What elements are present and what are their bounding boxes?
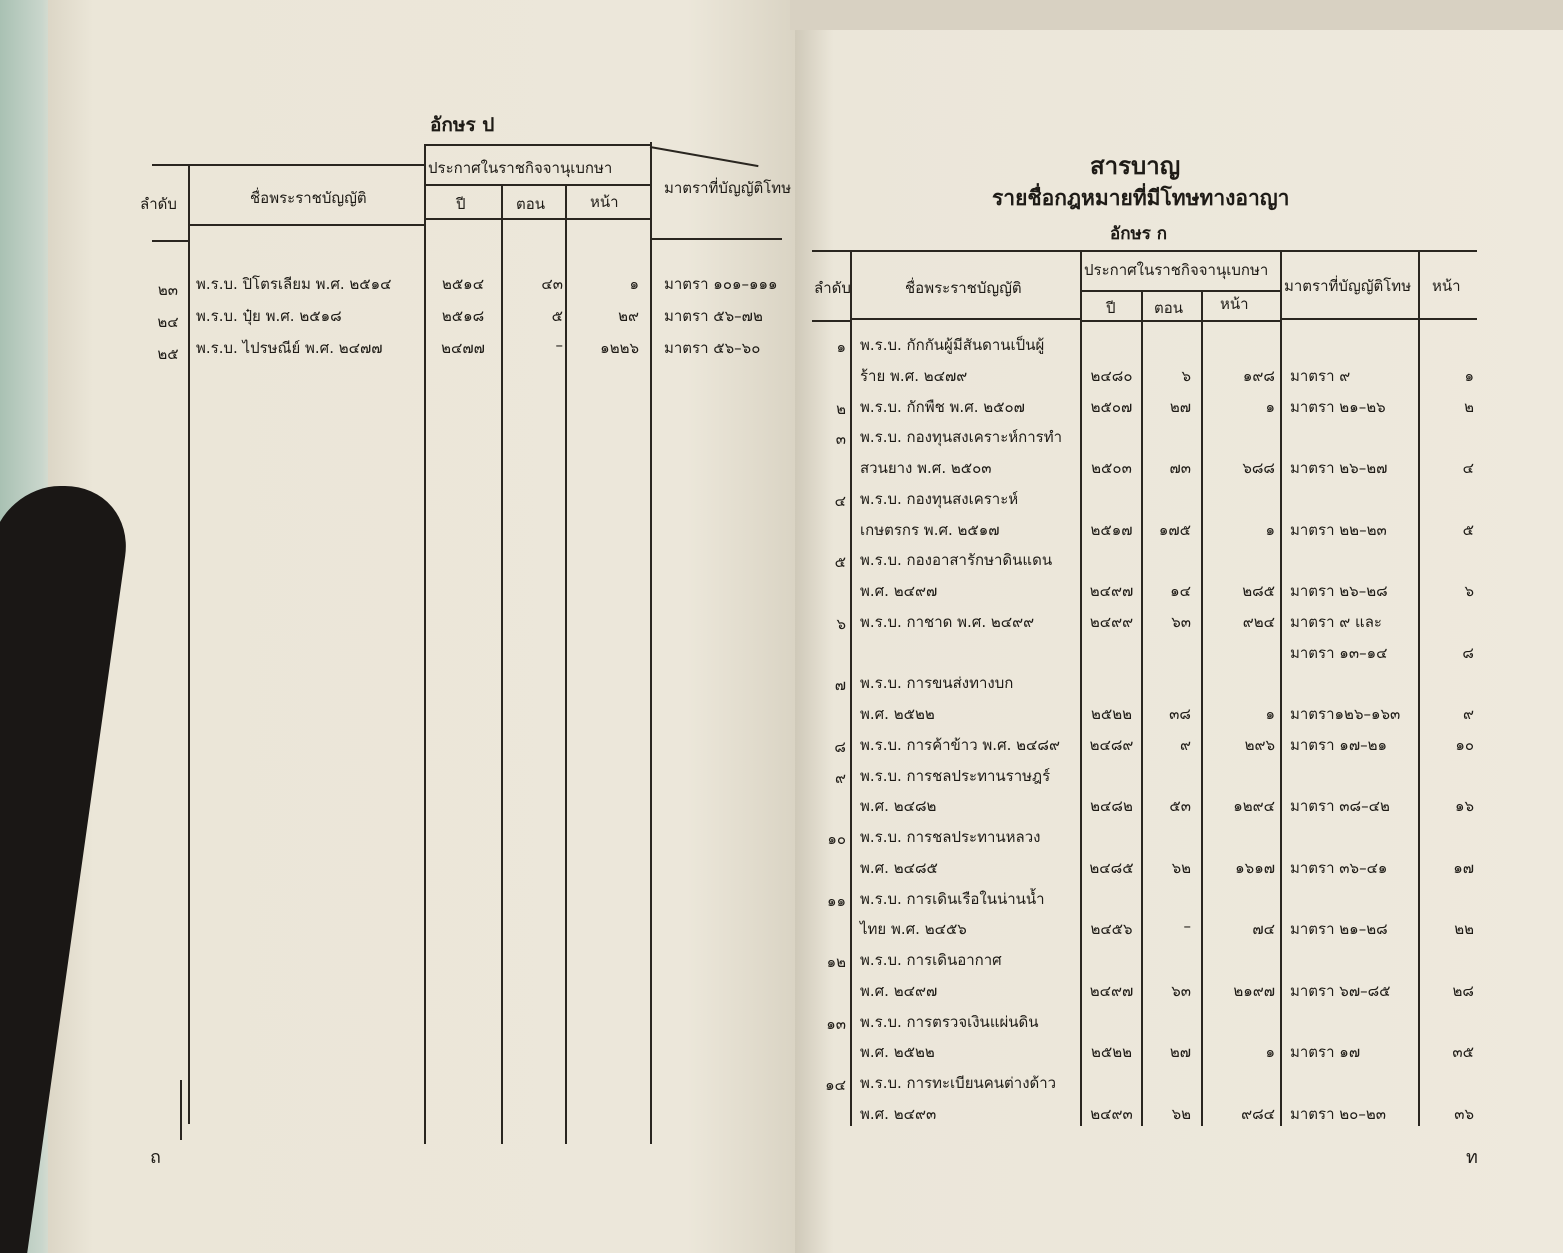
- table-cell-year: ๒๔๗๗: [441, 339, 485, 357]
- table-cell-name-cont: พ.ศ. ๒๔๙๗: [860, 981, 938, 1000]
- table-cell-issue: ๓๘: [1169, 705, 1191, 723]
- table-cell-year: ๒๕๒๒: [1090, 1043, 1132, 1062]
- table-cell-name-cont: สวนยาง พ.ศ. ๒๕๐๓: [860, 459, 992, 477]
- table-cell-year: ๒๔๙๗: [1089, 582, 1134, 600]
- table-cell-no: ๒๓: [157, 281, 179, 299]
- table-cell-name-cont: พ.ศ. ๒๔๙๗: [860, 582, 938, 600]
- table-cell-no: ๒๕: [157, 345, 179, 363]
- table-cell-section: มาตรา ๕๖–๗๒: [664, 307, 763, 325]
- table-cell-section: มาตรา ๕๖–๖๐: [664, 339, 761, 357]
- table-cell-book-page: ๔: [1462, 459, 1474, 477]
- table-cell-section: มาตรา ๖๗–๘๕: [1290, 981, 1391, 1000]
- table-cell-year: ๒๔๙๙: [1089, 612, 1134, 631]
- table-cell-no: ๙: [835, 768, 846, 787]
- table-cell-issue: ๕: [551, 307, 563, 325]
- table-cell-page: ๙๒๔: [1242, 612, 1275, 631]
- table-cell-no: ๔: [834, 491, 846, 510]
- table-cell-no: ๘: [834, 737, 846, 756]
- table-cell-name: พ.ร.บ. การทะเบียนคนต่างด้าว: [860, 1074, 1057, 1092]
- table-cell-book-page: ๒๒: [1454, 920, 1474, 939]
- left-header-section: มาตราที่บัญญัติโทษ: [664, 179, 792, 197]
- table-cell-page: ๑: [1265, 397, 1275, 416]
- table-cell-book-page: ๑๐: [1455, 735, 1474, 754]
- table-cell-name: พ.ร.บ. กองทุนสงเคราะห์การทำ: [860, 428, 1063, 447]
- table-cell-year: ๒๕๒๒: [1090, 705, 1132, 723]
- table-cell-page: ๑: [1265, 705, 1275, 723]
- table-cell-section: มาตรา ๙: [1290, 366, 1351, 385]
- table-cell-year: ๒๕๑๗: [1090, 520, 1133, 539]
- table-cell-page: ๙๘๔: [1241, 1104, 1275, 1123]
- table-cell-page: ๒๑๙๗: [1233, 981, 1275, 1000]
- right-header-gazette: ประกาศในราชกิจจานุเบกษา: [1084, 261, 1269, 279]
- table-cell-book-page: ๘: [1462, 643, 1474, 662]
- table-cell-year: ๒๕๐๗: [1090, 397, 1133, 416]
- table-cell-name: พ.ร.บ. การเดินเรือในน่านน้ำ: [860, 889, 1045, 908]
- table-cell-book-page: ๙: [1463, 705, 1474, 723]
- table-cell-name: พ.ร.บ. การขนส่งทางบก: [860, 674, 1014, 693]
- right-header-year: ปี: [1106, 299, 1116, 317]
- table-cell-page: ๗๔: [1252, 920, 1275, 939]
- table-cell-section: มาตรา ๒๐–๒๓: [1290, 1104, 1386, 1123]
- table-cell-issue: ๖๒: [1171, 1104, 1191, 1123]
- table-cell-name: พ.ร.บ. ปุ๋ย พ.ศ. ๒๕๑๘: [196, 307, 342, 325]
- table-cell-issue: ๗๓: [1169, 459, 1191, 477]
- table-cell-name-cont: เกษตรกร พ.ศ. ๒๕๑๗: [860, 520, 1000, 539]
- left-header-gazette: ประกาศในราชกิจจานุเบกษา: [428, 159, 613, 177]
- table-cell-issue: ๑๗๕: [1158, 520, 1191, 539]
- table-cell-section: มาตรา ๒๖–๒๗: [1290, 459, 1388, 477]
- table-cell-year: ๒๕๐๓: [1091, 459, 1132, 477]
- table-cell-section: มาตรา ๒๒–๒๓: [1290, 520, 1387, 539]
- table-cell-section: มาตรา๑๒๖–๑๖๓: [1290, 705, 1401, 723]
- table-cell-year: ๒๕๑๔: [441, 275, 485, 293]
- table-cell-issue: ๒๗: [1169, 1043, 1191, 1062]
- table-cell-year: ๒๔๘๐: [1090, 366, 1133, 385]
- left-header-no: ลำดับ: [140, 195, 177, 213]
- left-header-page: หน้า: [590, 193, 619, 211]
- table-cell-section: มาตรา ๑๐๑–๑๑๑: [664, 275, 778, 293]
- table-cell-no: ๑๐: [827, 830, 846, 848]
- table-cell-book-page: ๑๖: [1454, 797, 1474, 816]
- right-header-no: ลำดับ: [814, 279, 851, 297]
- table-cell-page: ๒๙๖: [1244, 735, 1275, 754]
- table-cell-name: พ.ร.บ. ปิโตรเลียม พ.ศ. ๒๕๑๔: [196, 275, 392, 293]
- table-cell-name: พ.ร.บ. การค้าข้าว พ.ศ. ๒๔๘๙: [860, 735, 1060, 754]
- table-cell-name: พ.ร.บ. กักพืช พ.ศ. ๒๕๐๗: [860, 397, 1025, 416]
- table-cell-name-cont: พ.ศ. ๒๕๒๒: [860, 1043, 935, 1062]
- table-cell-no: ๓: [835, 430, 846, 449]
- left-header-issue: ตอน: [516, 195, 546, 213]
- table-cell-no: ๗: [834, 676, 846, 695]
- left-header-year: ปี: [456, 195, 466, 213]
- table-cell-no: ๑๓: [826, 1014, 846, 1033]
- table-cell-page: ๑๒๙๔: [1233, 797, 1275, 816]
- table-cell-book-page: ๓๖: [1454, 1104, 1474, 1123]
- table-cell-page: ๖๘๘: [1242, 459, 1275, 477]
- table-cell-no: ๑๔: [825, 1076, 846, 1094]
- table-cell-year: ๒๔๘๕: [1089, 858, 1134, 877]
- table-cell-section: มาตรา ๒๖–๒๘: [1290, 582, 1388, 600]
- table-cell-section: มาตรา ๙ และ: [1290, 612, 1382, 631]
- table-cell-year: ๒๔๘๒: [1090, 797, 1133, 816]
- table-cell-no: ๑: [836, 338, 846, 356]
- right-subtitle: รายชื่อกฎหมายที่มีโทษทางอาญา: [992, 185, 1290, 210]
- table-cell-book-page: ๕: [1462, 520, 1474, 539]
- right-title: สารบาญ: [1090, 151, 1181, 180]
- table-cell-year: ๒๔๙๓: [1090, 1104, 1133, 1123]
- table-cell-book-page: ๖: [1464, 582, 1474, 600]
- table-cell-page: ๑๒๒๖: [600, 339, 639, 357]
- table-cell-year: ๒๕๑๘: [441, 307, 485, 325]
- table-cell-issue: –: [1183, 917, 1191, 936]
- right-header-issue: ตอน: [1154, 299, 1184, 317]
- table-cell-no: ๑๑: [826, 891, 846, 910]
- table-cell-name: พ.ร.บ. กาชาด พ.ศ. ๒๔๙๙: [860, 612, 1035, 631]
- table-cell-name: พ.ร.บ. การชลประทานราษฎร์: [860, 766, 1051, 785]
- right-header-section: มาตราที่บัญญัติโทษ: [1284, 277, 1412, 295]
- table-cell-issue: ๙: [1180, 735, 1191, 754]
- table-cell-book-page: ๒: [1464, 397, 1474, 416]
- table-cell-issue: ๔๓: [541, 275, 563, 293]
- table-cell-issue: –: [555, 336, 563, 354]
- table-cell-name: พ.ร.บ. กองทุนสงเคราะห์: [860, 489, 1019, 508]
- table-cell-page: ๒๘๕: [1242, 582, 1275, 600]
- table-cell-name-cont: พ.ศ. ๒๔๘๕: [860, 858, 938, 877]
- table-cell-no: ๒๔: [157, 313, 179, 331]
- right-header-page: หน้า: [1220, 295, 1249, 313]
- left-header-name: ชื่อพระราชบัญญัติ: [250, 189, 367, 207]
- table-cell-name-cont: พ.ศ. ๒๕๒๒: [860, 705, 935, 723]
- table-cell-issue: ๖: [1181, 366, 1191, 385]
- table-cell-year: ๒๔๙๗: [1089, 981, 1134, 1000]
- table-cell-name: พ.ร.บ. กักกันผู้มีสันดานเป็นผู้: [860, 336, 1045, 354]
- table-cell-name-cont: ไทย พ.ศ. ๒๔๕๖: [860, 920, 967, 939]
- table-cell-name: พ.ร.บ. กองอาสารักษาดินแดน: [860, 551, 1053, 570]
- table-cell-issue: ๖๒: [1171, 858, 1191, 877]
- left-page-number: ถ: [150, 1147, 161, 1168]
- right-header-book-page: หน้า: [1432, 277, 1461, 295]
- table-cell-section: มาตรา ๒๑–๒๘: [1290, 920, 1388, 939]
- table-cell-issue: ๖๓: [1171, 981, 1191, 1000]
- table-cell-name: พ.ร.บ. การเดินอากาศ: [860, 951, 1002, 969]
- table-cell-name: พ.ร.บ. การชลประทานหลวง: [860, 828, 1041, 846]
- table-cell-book-page: ๑๗: [1453, 858, 1474, 877]
- table-cell-page: ๑: [1265, 520, 1275, 539]
- table-cell-page: ๑: [629, 275, 639, 293]
- table-cell-section-cont: มาตรา ๑๓–๑๔: [1290, 643, 1388, 662]
- table-cell-issue: ๒๗: [1169, 397, 1191, 416]
- table-cell-page: ๑๖๑๗: [1235, 858, 1275, 877]
- table-cell-section: มาตรา ๑๗–๒๑: [1290, 735, 1388, 754]
- table-cell-no: ๒: [836, 399, 846, 418]
- table-cell-page: ๑: [1265, 1043, 1275, 1062]
- table-cell-page: ๒๙: [618, 307, 639, 325]
- right-section-heading: อักษร ก: [1110, 224, 1168, 244]
- table-cell-book-page: ๓๕: [1452, 1043, 1474, 1062]
- table-cell-section: มาตรา ๓๖–๔๑: [1290, 858, 1388, 877]
- table-cell-name: พ.ร.บ. การตรวจเงินแผ่นดิน: [860, 1012, 1039, 1031]
- table-cell-book-page: ๑: [1464, 366, 1474, 385]
- table-cell-year: ๒๔๕๖: [1090, 920, 1133, 939]
- table-cell-issue: ๑๔: [1170, 582, 1191, 600]
- table-cell-no: ๕: [834, 553, 846, 572]
- table-cell-name-cont: ร้าย พ.ศ. ๒๔๗๙: [860, 366, 968, 385]
- table-cell-year: ๒๔๘๙: [1089, 735, 1134, 754]
- left-section-heading: อักษร ป: [430, 114, 495, 136]
- table-cell-no: ๖: [836, 614, 846, 633]
- table-cell-issue: ๖๓: [1171, 612, 1191, 631]
- table-cell-page: ๑๙๘: [1242, 366, 1275, 385]
- table-cell-no: ๑๒: [826, 953, 846, 971]
- table-cell-book-page: ๒๘: [1452, 981, 1474, 1000]
- right-page-number: ท: [1466, 1147, 1478, 1168]
- table-cell-issue: ๕๓: [1169, 797, 1191, 816]
- right-header-name: ชื่อพระราชบัญญัติ: [905, 279, 1022, 297]
- table-cell-section: มาตรา ๓๘–๔๒: [1290, 797, 1390, 816]
- table-cell-section: มาตรา ๒๑–๒๖: [1290, 397, 1386, 416]
- table-cell-name-cont: พ.ศ. ๒๔๘๒: [860, 797, 937, 816]
- page-top-shade: [790, 0, 1563, 30]
- table-cell-name-cont: พ.ศ. ๒๔๙๓: [860, 1104, 937, 1123]
- table-cell-section: มาตรา ๑๗: [1290, 1043, 1361, 1062]
- table-cell-name: พ.ร.บ. ไปรษณีย์ พ.ศ. ๒๔๗๗: [196, 339, 383, 357]
